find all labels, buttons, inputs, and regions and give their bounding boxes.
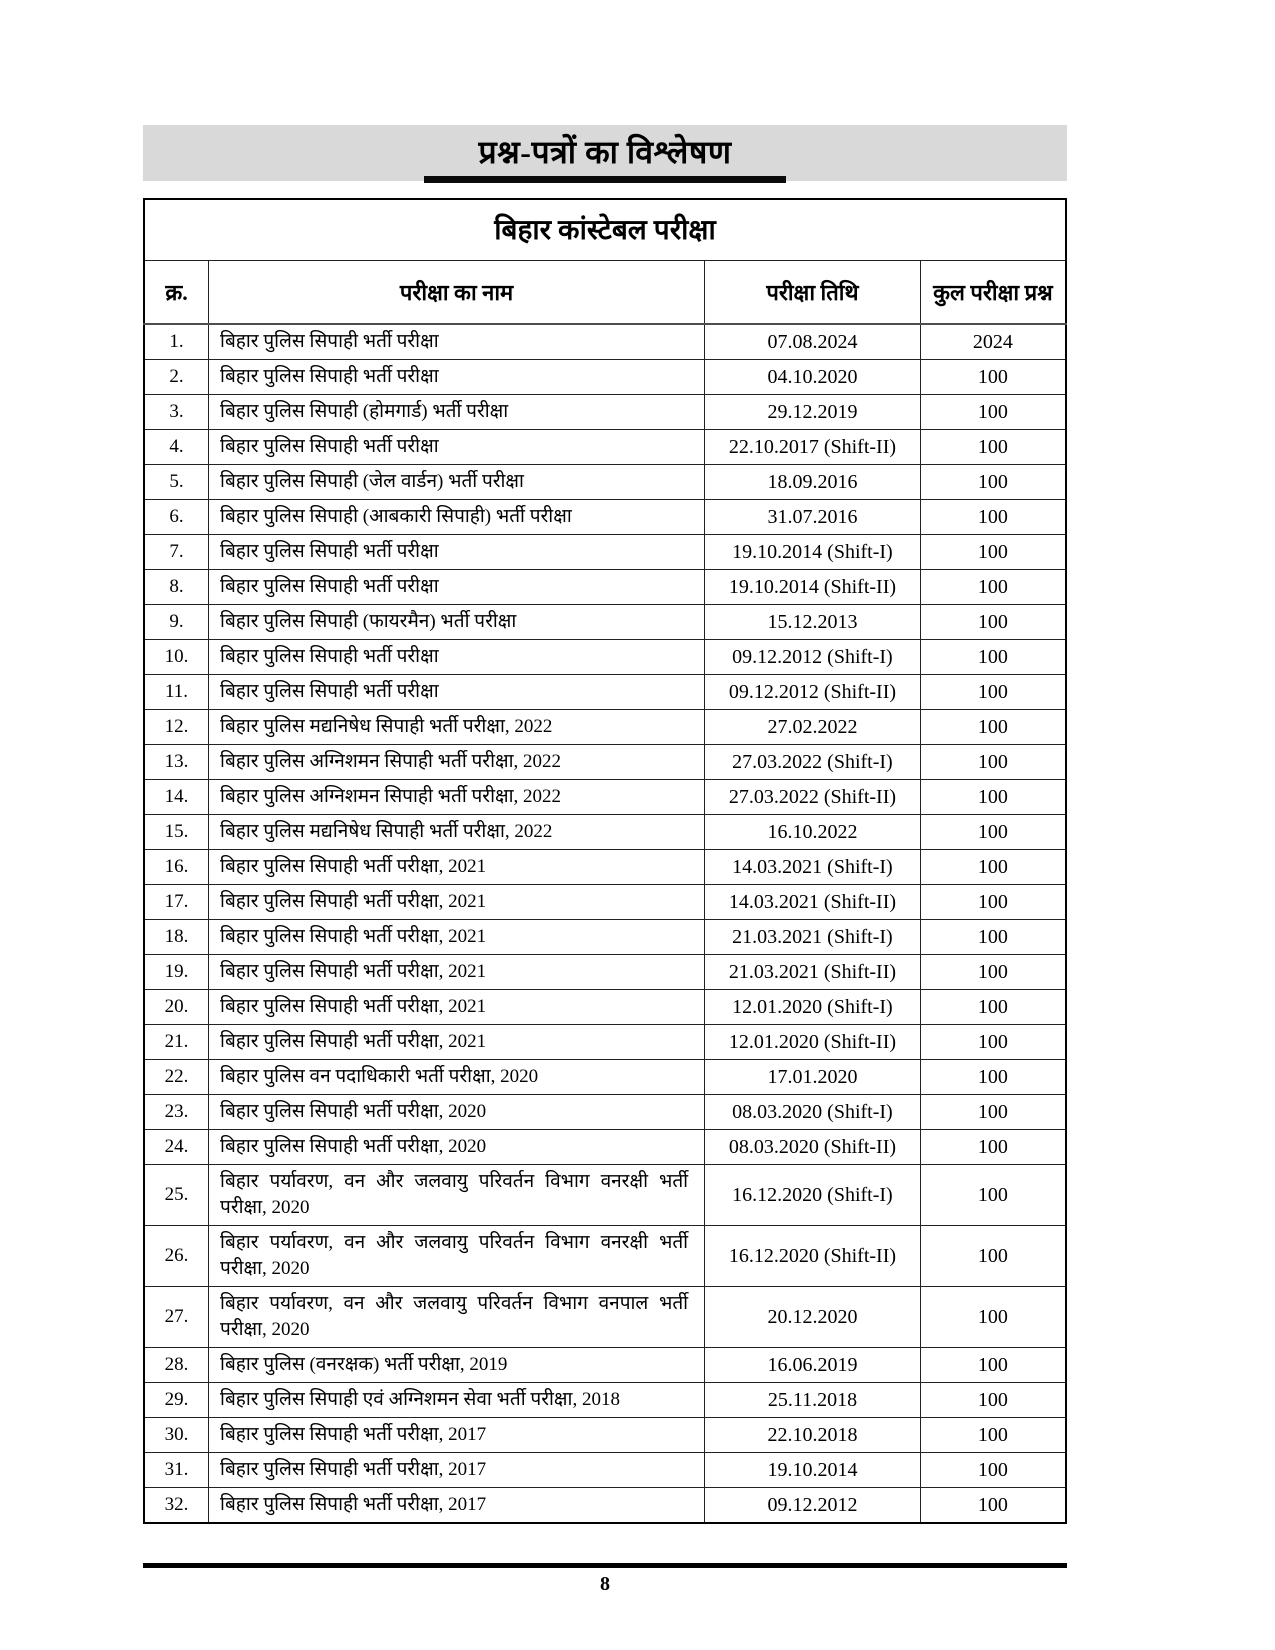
exam-date-cell: 14.03.2021 (Shift-I) xyxy=(705,850,921,885)
exam-date-cell: 12.01.2020 (Shift-II) xyxy=(705,1025,921,1060)
table-row xyxy=(144,1060,1066,1095)
table-header-row xyxy=(144,261,1066,325)
exam-analysis-table xyxy=(143,198,1067,1524)
exam-name-cell: बिहार पुलिस सिपाही भर्ती परीक्षा xyxy=(209,430,705,465)
table-row xyxy=(144,1348,1066,1383)
exam-name-cell: बिहार पुलिस सिपाही भर्ती परीक्षा, 2021 xyxy=(209,920,705,955)
total-questions-cell: 100 xyxy=(920,885,1066,920)
col-header-serial: क्र. xyxy=(144,261,209,325)
total-questions-cell: 100 xyxy=(920,780,1066,815)
exam-date-cell: 25.11.2018 xyxy=(705,1383,921,1418)
table-row xyxy=(144,324,1066,360)
exam-date-cell: 19.10.2014 (Shift-I) xyxy=(705,535,921,570)
serial-cell: 25. xyxy=(144,1165,209,1226)
page-title-band xyxy=(143,125,1067,181)
page-content xyxy=(143,125,1067,1596)
exam-name-cell: बिहार पुलिस सिपाही भर्ती परीक्षा xyxy=(209,360,705,395)
serial-cell: 30. xyxy=(144,1418,209,1453)
col-header-exam-date: परीक्षा तिथि xyxy=(705,261,921,325)
exam-name-cell: बिहार पुलिस (वनरक्षक) भर्ती परीक्षा, 2019 xyxy=(209,1348,705,1383)
table-row xyxy=(144,1025,1066,1060)
table-row xyxy=(144,1488,1066,1524)
table-row xyxy=(144,710,1066,745)
exam-name-cell: बिहार पुलिस मद्यनिषेध सिपाही भर्ती परीक्षा, 2022 xyxy=(209,815,705,850)
table-title-row xyxy=(144,199,1066,261)
serial-cell: 29. xyxy=(144,1383,209,1418)
table-row xyxy=(144,1130,1066,1165)
exam-date-cell: 15.12.2013 xyxy=(705,605,921,640)
exam-name-cell: बिहार पुलिस सिपाही भर्ती परीक्षा xyxy=(209,570,705,605)
total-questions-cell: 100 xyxy=(920,1226,1066,1287)
total-questions-cell: 100 xyxy=(920,640,1066,675)
total-questions-cell: 100 xyxy=(920,1130,1066,1165)
table-row xyxy=(144,1453,1066,1488)
exam-name-cell: बिहार पुलिस सिपाही भर्ती परीक्षा, 2021 xyxy=(209,1025,705,1060)
exam-date-cell: 21.03.2021 (Shift-I) xyxy=(705,920,921,955)
serial-cell: 21. xyxy=(144,1025,209,1060)
table-row xyxy=(144,1287,1066,1348)
serial-cell: 20. xyxy=(144,990,209,1025)
serial-cell: 14. xyxy=(144,780,209,815)
table-row xyxy=(144,395,1066,430)
exam-name-cell: बिहार पुलिस अग्निशमन सिपाही भर्ती परीक्षा, 2022 xyxy=(209,780,705,815)
total-questions-cell: 100 xyxy=(920,710,1066,745)
serial-cell: 19. xyxy=(144,955,209,990)
table-row xyxy=(144,570,1066,605)
total-questions-cell: 100 xyxy=(920,360,1066,395)
table-title: बिहार कांस्टेबल परीक्षा xyxy=(144,199,1066,261)
exam-date-cell: 07.08.2024 xyxy=(705,324,921,360)
exam-name-cell: बिहार पर्यावरण, वन और जलवायु परिवर्तन विभाग वनरक्षी भर्ती परीक्षा, 2020 xyxy=(209,1226,705,1287)
total-questions-cell: 100 xyxy=(920,815,1066,850)
serial-cell: 32. xyxy=(144,1488,209,1524)
footer-rule xyxy=(143,1563,1067,1568)
total-questions-cell: 100 xyxy=(920,990,1066,1025)
exam-name-cell: बिहार पुलिस सिपाही भर्ती परीक्षा xyxy=(209,535,705,570)
exam-date-cell: 16.10.2022 xyxy=(705,815,921,850)
exam-date-cell: 17.01.2020 xyxy=(705,1060,921,1095)
exam-name-cell: बिहार पुलिस सिपाही (फायरमैन) भर्ती परीक्षा xyxy=(209,605,705,640)
serial-cell: 1. xyxy=(144,324,209,360)
total-questions-cell: 100 xyxy=(920,395,1066,430)
serial-cell: 17. xyxy=(144,885,209,920)
total-questions-cell: 100 xyxy=(920,605,1066,640)
serial-cell: 5. xyxy=(144,465,209,500)
serial-cell: 22. xyxy=(144,1060,209,1095)
exam-date-cell: 27.02.2022 xyxy=(705,710,921,745)
exam-name-cell: बिहार पुलिस सिपाही भर्ती परीक्षा xyxy=(209,324,705,360)
exam-name-cell: बिहार पुलिस सिपाही भर्ती परीक्षा, 2017 xyxy=(209,1418,705,1453)
serial-cell: 28. xyxy=(144,1348,209,1383)
exam-name-cell: बिहार पुलिस सिपाही भर्ती परीक्षा, 2021 xyxy=(209,955,705,990)
serial-cell: 16. xyxy=(144,850,209,885)
total-questions-cell: 100 xyxy=(920,920,1066,955)
exam-date-cell: 09.12.2012 (Shift-II) xyxy=(705,675,921,710)
exam-date-cell: 27.03.2022 (Shift-II) xyxy=(705,780,921,815)
exam-name-cell: बिहार पुलिस सिपाही भर्ती परीक्षा, 2017 xyxy=(209,1488,705,1524)
serial-cell: 10. xyxy=(144,640,209,675)
exam-date-cell: 08.03.2020 (Shift-I) xyxy=(705,1095,921,1130)
page-number: 8 xyxy=(600,1572,610,1595)
table-row xyxy=(144,675,1066,710)
exam-name-cell: बिहार पुलिस सिपाही भर्ती परीक्षा xyxy=(209,675,705,710)
table-row xyxy=(144,1226,1066,1287)
exam-date-cell: 19.10.2014 xyxy=(705,1453,921,1488)
exam-date-cell: 19.10.2014 (Shift-II) xyxy=(705,570,921,605)
total-questions-cell: 100 xyxy=(920,955,1066,990)
total-questions-cell: 2024 xyxy=(920,324,1066,360)
exam-date-cell: 22.10.2017 (Shift-II) xyxy=(705,430,921,465)
total-questions-cell: 100 xyxy=(920,1095,1066,1130)
table-row xyxy=(144,745,1066,780)
serial-cell: 15. xyxy=(144,815,209,850)
exam-name-cell: बिहार पर्यावरण, वन और जलवायु परिवर्तन विभाग वनपाल भर्ती परीक्षा, 2020 xyxy=(209,1287,705,1348)
serial-cell: 31. xyxy=(144,1453,209,1488)
serial-cell: 7. xyxy=(144,535,209,570)
serial-cell: 23. xyxy=(144,1095,209,1130)
serial-cell: 12. xyxy=(144,710,209,745)
total-questions-cell: 100 xyxy=(920,850,1066,885)
table-row xyxy=(144,430,1066,465)
total-questions-cell: 100 xyxy=(920,535,1066,570)
table-row xyxy=(144,1383,1066,1418)
exam-name-cell: बिहार पुलिस सिपाही भर्ती परीक्षा, 2021 xyxy=(209,850,705,885)
serial-cell: 26. xyxy=(144,1226,209,1287)
serial-cell: 13. xyxy=(144,745,209,780)
exam-name-cell: बिहार पुलिस सिपाही भर्ती परीक्षा, 2021 xyxy=(209,990,705,1025)
col-header-exam-name: परीक्षा का नाम xyxy=(209,261,705,325)
exam-date-cell: 21.03.2021 (Shift-II) xyxy=(705,955,921,990)
total-questions-cell: 100 xyxy=(920,1348,1066,1383)
total-questions-cell: 100 xyxy=(920,1488,1066,1524)
total-questions-cell: 100 xyxy=(920,1165,1066,1226)
serial-cell: 27. xyxy=(144,1287,209,1348)
total-questions-cell: 100 xyxy=(920,430,1066,465)
exam-date-cell: 08.03.2020 (Shift-II) xyxy=(705,1130,921,1165)
table-row xyxy=(144,815,1066,850)
table-row xyxy=(144,500,1066,535)
table-row xyxy=(144,1095,1066,1130)
exam-date-cell: 16.12.2020 (Shift-II) xyxy=(705,1226,921,1287)
total-questions-cell: 100 xyxy=(920,1287,1066,1348)
exam-date-cell: 04.10.2020 xyxy=(705,360,921,395)
title-underline xyxy=(424,176,786,183)
serial-cell: 11. xyxy=(144,675,209,710)
table-row xyxy=(144,850,1066,885)
table-row xyxy=(144,885,1066,920)
exam-name-cell: बिहार पुलिस सिपाही भर्ती परीक्षा, 2020 xyxy=(209,1130,705,1165)
table-row xyxy=(144,535,1066,570)
serial-cell: 8. xyxy=(144,570,209,605)
table-row xyxy=(144,605,1066,640)
table-row xyxy=(144,1418,1066,1453)
exam-date-cell: 16.12.2020 (Shift-I) xyxy=(705,1165,921,1226)
exam-date-cell: 09.12.2012 xyxy=(705,1488,921,1524)
table-row xyxy=(144,920,1066,955)
exam-name-cell: बिहार पुलिस सिपाही (आबकारी सिपाही) भर्ती परीक्षा xyxy=(209,500,705,535)
table-row xyxy=(144,640,1066,675)
exam-name-cell: बिहार पुलिस सिपाही (होमगार्ड) भर्ती परीक्षा xyxy=(209,395,705,430)
serial-cell: 9. xyxy=(144,605,209,640)
table-row xyxy=(144,990,1066,1025)
serial-cell: 4. xyxy=(144,430,209,465)
exam-name-cell: बिहार पुलिस सिपाही (जेल वार्डन) भर्ती परीक्षा xyxy=(209,465,705,500)
table-row xyxy=(144,360,1066,395)
serial-cell: 24. xyxy=(144,1130,209,1165)
page-title: प्रश्न-पत्रों का विश्लेषण xyxy=(478,133,732,170)
exam-name-cell: बिहार पुलिस सिपाही एवं अग्निशमन सेवा भर्ती परीक्षा, 2018 xyxy=(209,1383,705,1418)
table-row xyxy=(144,465,1066,500)
table-row xyxy=(144,780,1066,815)
exam-date-cell: 14.03.2021 (Shift-II) xyxy=(705,885,921,920)
serial-cell: 18. xyxy=(144,920,209,955)
exam-name-cell: बिहार पर्यावरण, वन और जलवायु परिवर्तन विभाग वनरक्षी भर्ती परीक्षा, 2020 xyxy=(209,1165,705,1226)
total-questions-cell: 100 xyxy=(920,570,1066,605)
exam-name-cell: बिहार पुलिस सिपाही भर्ती परीक्षा, 2020 xyxy=(209,1095,705,1130)
total-questions-cell: 100 xyxy=(920,1060,1066,1095)
exam-name-cell: बिहार पुलिस सिपाही भर्ती परीक्षा, 2017 xyxy=(209,1453,705,1488)
serial-cell: 2. xyxy=(144,360,209,395)
exam-date-cell: 16.06.2019 xyxy=(705,1348,921,1383)
table-row xyxy=(144,955,1066,990)
total-questions-cell: 100 xyxy=(920,1453,1066,1488)
total-questions-cell: 100 xyxy=(920,745,1066,780)
exam-name-cell: बिहार पुलिस अग्निशमन सिपाही भर्ती परीक्षा, 2022 xyxy=(209,745,705,780)
table-row xyxy=(144,1165,1066,1226)
exam-date-cell: 31.07.2016 xyxy=(705,500,921,535)
exam-name-cell: बिहार पुलिस मद्यनिषेध सिपाही भर्ती परीक्षा, 2022 xyxy=(209,710,705,745)
exam-name-cell: बिहार पुलिस सिपाही भर्ती परीक्षा, 2021 xyxy=(209,885,705,920)
col-header-total-questions: कुल परीक्षा प्रश्न xyxy=(920,261,1066,325)
exam-date-cell: 09.12.2012 (Shift-I) xyxy=(705,640,921,675)
total-questions-cell: 100 xyxy=(920,1383,1066,1418)
exam-date-cell: 20.12.2020 xyxy=(705,1287,921,1348)
total-questions-cell: 100 xyxy=(920,675,1066,710)
exam-date-cell: 22.10.2018 xyxy=(705,1418,921,1453)
exam-date-cell: 27.03.2022 (Shift-I) xyxy=(705,745,921,780)
total-questions-cell: 100 xyxy=(920,1418,1066,1453)
total-questions-cell: 100 xyxy=(920,465,1066,500)
serial-cell: 3. xyxy=(144,395,209,430)
exam-date-cell: 18.09.2016 xyxy=(705,465,921,500)
exam-name-cell: बिहार पुलिस सिपाही भर्ती परीक्षा xyxy=(209,640,705,675)
exam-name-cell: बिहार पुलिस वन पदाधिकारी भर्ती परीक्षा, 2020 xyxy=(209,1060,705,1095)
total-questions-cell: 100 xyxy=(920,1025,1066,1060)
exam-date-cell: 29.12.2019 xyxy=(705,395,921,430)
exam-date-cell: 12.01.2020 (Shift-I) xyxy=(705,990,921,1025)
total-questions-cell: 100 xyxy=(920,500,1066,535)
serial-cell: 6. xyxy=(144,500,209,535)
